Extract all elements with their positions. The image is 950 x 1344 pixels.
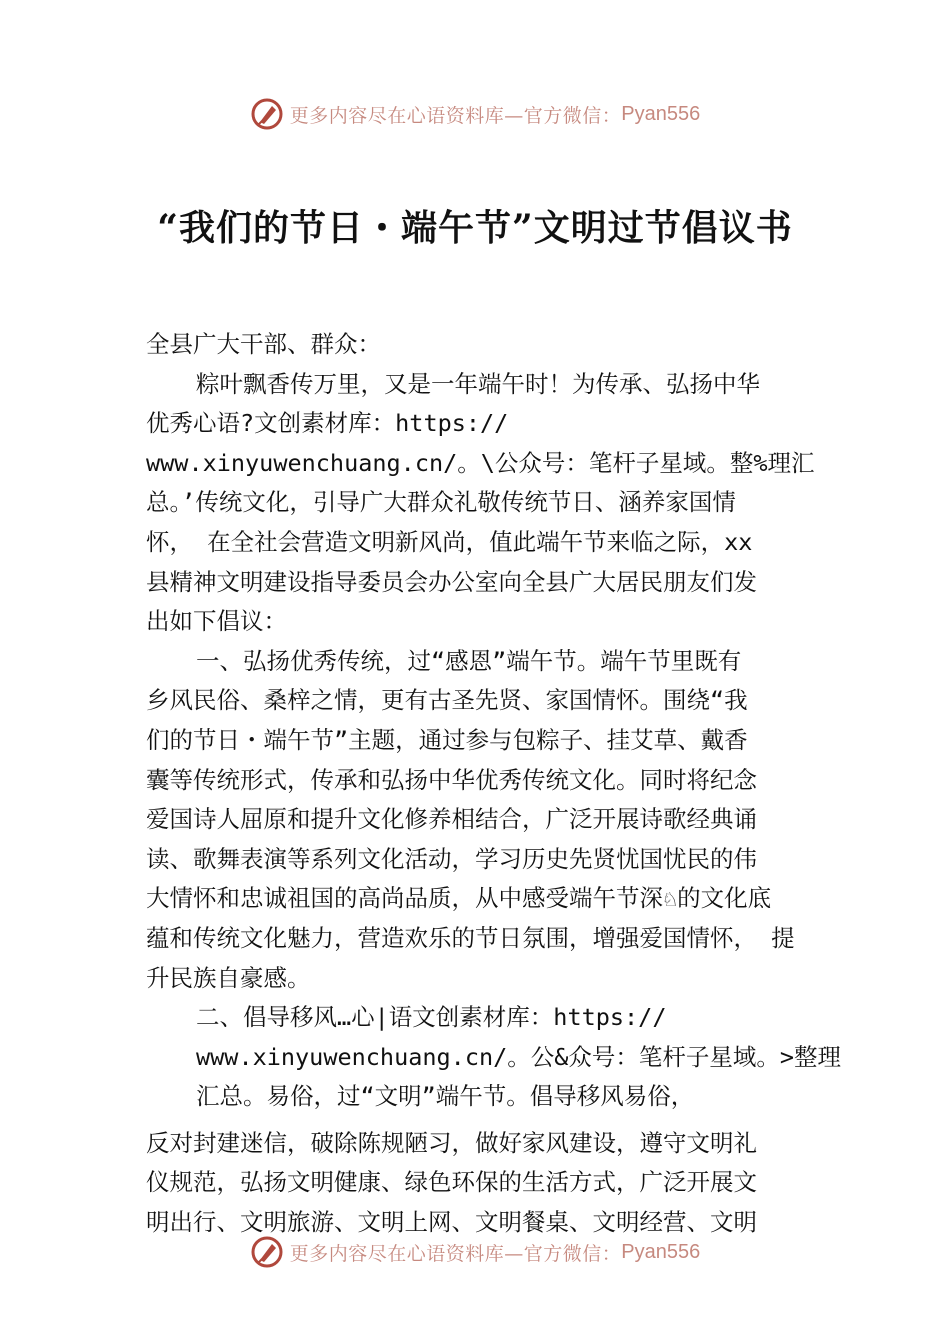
header-banner bbox=[0, 94, 950, 134]
footer-banner bbox=[0, 1232, 950, 1272]
paragraph-line: 囊等传统形式，传承和弘扬中华优秀传统文化。同时将纪念 bbox=[146, 765, 757, 794]
paragraph-line: 爱国诗人屈原和提升文化修养相结合，广泛开展诗歌经典诵 bbox=[146, 805, 757, 834]
salutation-line: 全县广大干部、群众： bbox=[146, 330, 381, 358]
paragraph-line: 出如下倡议： bbox=[146, 607, 287, 636]
paragraph-line: 优秀心语?文创素材库：https:// bbox=[146, 409, 509, 438]
paragraph-line: 明出行、文明旅游、文明上网、文明餐桌、文明经营、文明 bbox=[146, 1208, 757, 1237]
paragraph-line: 汇总。易俗，过“文明”端午节。倡导移风易俗， bbox=[196, 1082, 695, 1111]
banner-text: 更多内容尽在心语资料库—官方微信： bbox=[289, 1242, 622, 1265]
paragraph-line: www.xinyuwenchuang.cn/。公&众号：笔杆子星域。>整理 bbox=[196, 1042, 842, 1071]
paragraph-line: 二、倡导移风…心|语文创素材库：https:// bbox=[196, 1003, 667, 1032]
paragraph-line: 一、弘扬优秀传统，过“感恩”端午节。端午节里既有 bbox=[196, 646, 742, 675]
paragraph-line: www.xinyuwenchuang.cn/。\公众号：笔杆子星域。整%理汇 bbox=[146, 448, 815, 477]
paragraph-line: 怀， 在全社会营造文明新风尚，值此端午节来临之际，xx bbox=[146, 527, 753, 556]
paragraph-line: 们的节日・端午节”主题，通过参与包粽子、挂艾草、戴香 bbox=[146, 725, 748, 754]
paragraph-line: 蕴和传统文化魅力，营造欢乐的节日氛围，增强爱国情怀， 提 bbox=[146, 923, 795, 952]
paragraph-line: 读、歌舞表演等系列文化活动，学习历史先贤忧国忧民的伟 bbox=[146, 844, 757, 873]
paragraph-line: 县精神文明建设指导委员会办公室向全县广大居民朋友们发 bbox=[146, 567, 757, 596]
paragraph-line: 乡风民俗、桑梓之情，更有古圣先贤、家国情怀。围绕“我 bbox=[146, 686, 748, 715]
paragraph-line: 粽叶飘香传万里，又是一年端午时！为传承、弘扬中华 bbox=[196, 369, 760, 398]
paragraph-line: 大情怀和忠诚祖国的高尚品质，从中感受端午节深♘的文化底 bbox=[146, 884, 772, 913]
paragraph-line: 仪规范，弘扬文明健康、绿色环保的生活方式，广泛开展文 bbox=[146, 1168, 757, 1197]
banner-wechat-id: Pyan556 bbox=[621, 1240, 701, 1263]
paragraph-line: 总。’传统文化，引导广大群众礼敬传统节日、涵养家国情 bbox=[146, 488, 736, 517]
banner-wechat-id: Pyan556 bbox=[621, 102, 701, 125]
banner-text: 更多内容尽在心语资料库—官方微信： bbox=[289, 104, 622, 127]
paragraph-line: 升民族自豪感。 bbox=[146, 963, 311, 992]
paragraph-line: 反对封建迷信，破除陈规陋习，做好家风建设，遵守文明礼 bbox=[146, 1128, 757, 1157]
document-title: “我们的节日・端午节”文明过节倡议书 bbox=[157, 207, 793, 249]
pen-nib-logo-icon bbox=[250, 97, 284, 131]
pen-nib-logo-icon bbox=[250, 1235, 284, 1269]
document-body bbox=[146, 325, 846, 1243]
